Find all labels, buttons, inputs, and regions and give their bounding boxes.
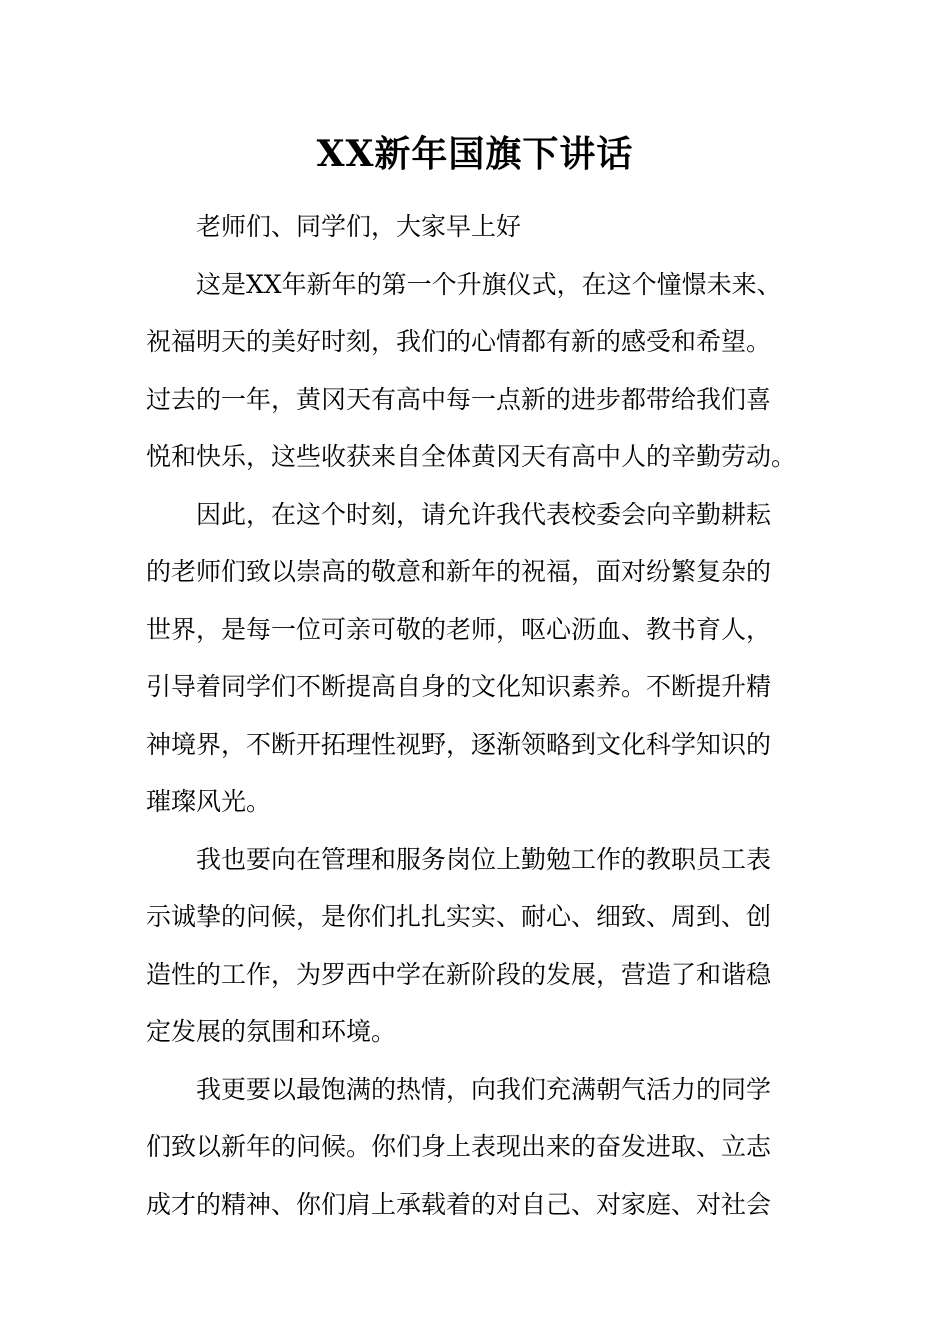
document-title: XX新年国旗下讲话: [316, 133, 634, 175]
text-line: 们致以新年的问候。你们身上表现出来的奋发进取、立志: [146, 1132, 772, 1161]
text-line: 定发展的氛围和环境。: [146, 1017, 397, 1046]
document-body: [146, 198, 810, 1233]
text-line: 悦和快乐，这些收获来自全体黄冈天有高中人的辛勤劳动。: [146, 442, 797, 471]
text-line: 成才的精神、你们肩上承载着的对自己、对家庭、对社会: [146, 1189, 772, 1219]
text-line: 我也要向在管理和服务岗位上勤勉工作的教职员工表: [196, 844, 772, 874]
text-line: 我更要以最饱满的热情，向我们充满朝气活力的同学: [196, 1074, 772, 1104]
text-line: 示诚挚的问候，是你们扎扎实实、耐心、细致、周到、创: [146, 902, 772, 931]
text-line: 璀璨风光。: [146, 787, 272, 816]
text-line: 引导着同学们不断提高自身的文化知识素养。不断提升精: [146, 672, 772, 701]
text-line: 因此，在这个时刻，请允许我代表校委会向辛勤耕耘: [196, 499, 772, 529]
text-line: 的老师们致以崇高的敬意和新年的祝福，面对纷繁复杂的: [146, 557, 772, 586]
text-line: 世界，是每一位可亲可敬的老师，呕心沥血、教书育人，: [146, 614, 772, 644]
text-line: 造性的工作，为罗西中学在新阶段的发展，营造了和谐稳: [146, 959, 772, 989]
text-line: 祝福明天的美好时刻，我们的心情都有新的感受和希望。: [146, 327, 772, 356]
text-line: 神境界，不断开拓理性视野，逐渐领略到文化科学知识的: [146, 729, 772, 759]
text-line: 老师们、同学们，大家早上好: [196, 212, 522, 241]
text-line: 这是XX年新年的第一个升旗仪式，在这个憧憬未来、: [196, 269, 782, 299]
text-line: 过去的一年，黄冈天有高中每一点新的进步都带给我们喜: [146, 384, 772, 414]
